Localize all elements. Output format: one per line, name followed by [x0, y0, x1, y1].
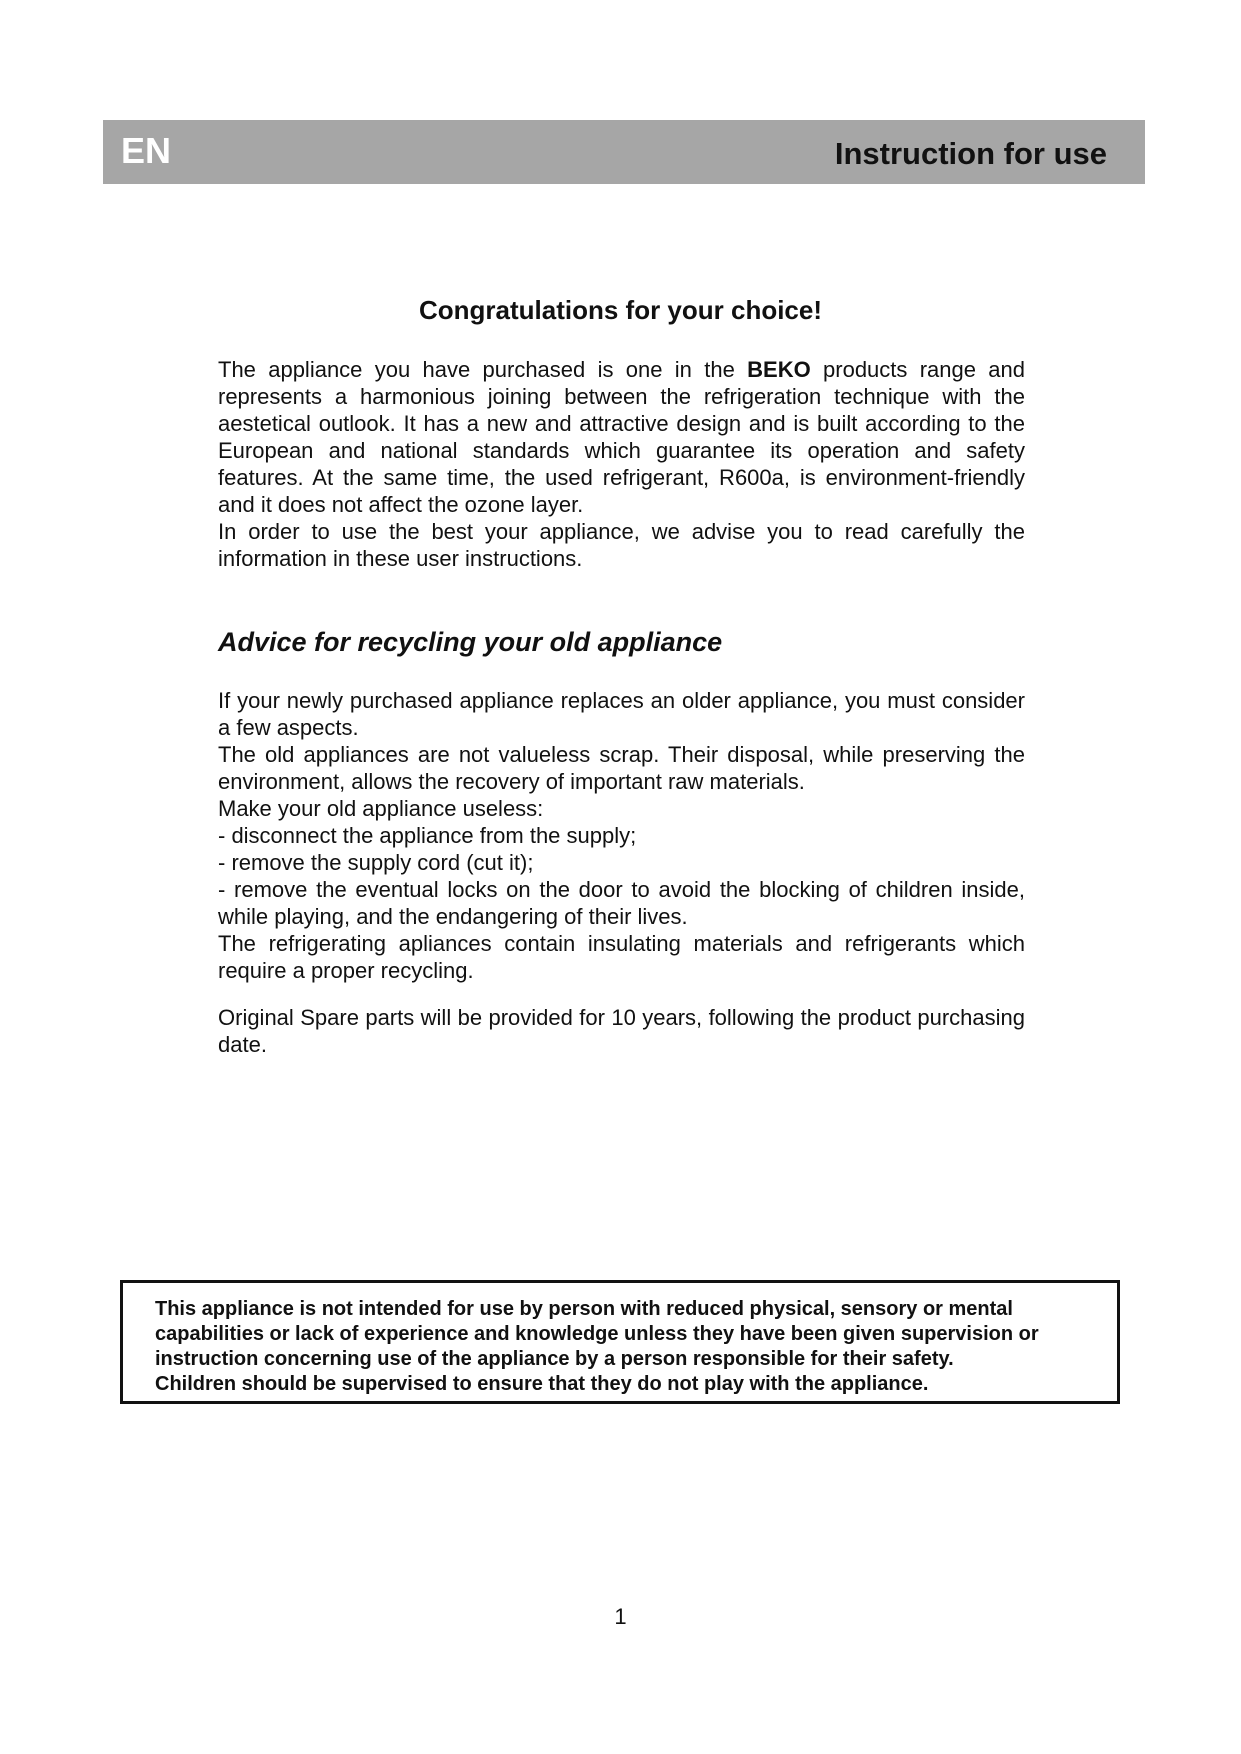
header-bar	[103, 120, 1145, 184]
safety-notice-box	[120, 1280, 1120, 1404]
recycling-paragraph-3: Make your old appliance useless:	[218, 796, 544, 821]
recycling-step-3: - remove the eventual locks on the door to avoid the blocking of children inside, while playing, and the endangering of their lives.	[218, 877, 1025, 929]
spare-parts-paragraph: Original Spare parts will be provided for 10 years, following the product purchasing date.	[218, 1005, 1025, 1057]
advice-paragraph: In order to use the best your appliance, we advise you to read carefully the information in these user instructions.	[218, 519, 1025, 571]
congratulations-heading: Congratulations for your choice!	[418, 295, 823, 325]
recycling-step-1: - disconnect the appliance from the supply;	[218, 823, 637, 848]
page-number: 1	[614, 1604, 627, 1629]
document-title: Instruction for use	[834, 136, 1107, 171]
spare-parts-section	[218, 1004, 1025, 1058]
intro-text-rest: products range and represents a harmonious joining between the refrigeration technique with the aestetical outlook. It has a new and attractive design and is built according to the European and national standards which guarantee its operation and safety features. At the same time, the used refrigerant, R600a, is environment-friendly and it does not affect the ozone layer.	[218, 357, 1025, 517]
recycling-paragraph-4: The refrigerating apliances contain insulating materials and refrigerants which require a proper recycling.	[218, 931, 1025, 983]
brand-name: BEKO	[747, 357, 811, 382]
intro-paragraph	[218, 356, 1025, 518]
recycling-step-2: - remove the supply cord (cut it);	[218, 850, 534, 875]
intro-section	[218, 356, 1025, 572]
safety-notice-text: This appliance is not intended for use by person with reduced physical, sensory or mental capabilities or lack of experience and knowledge unless they have been given supervision or instruction concerning use of the appliance by a person responsible for their safety.	[155, 1298, 1039, 1370]
recycling-heading: Advice for recycling your old appliance	[218, 627, 723, 657]
recycling-paragraph-1: If your newly purchased appliance replaces an older appliance, you must consider a few aspects.	[218, 688, 1025, 740]
children-notice-text: Children should be supervised to ensure that they do not play with the appliance.	[155, 1373, 929, 1395]
recycling-paragraph-2: The old appliances are not valueless scrap. Their disposal, while preserving the environment, allows the recovery of important raw materials.	[218, 742, 1025, 794]
language-code: EN	[121, 130, 172, 171]
intro-text-start: The appliance you have purchased is one in the	[218, 357, 748, 382]
recycling-section	[218, 687, 1025, 984]
